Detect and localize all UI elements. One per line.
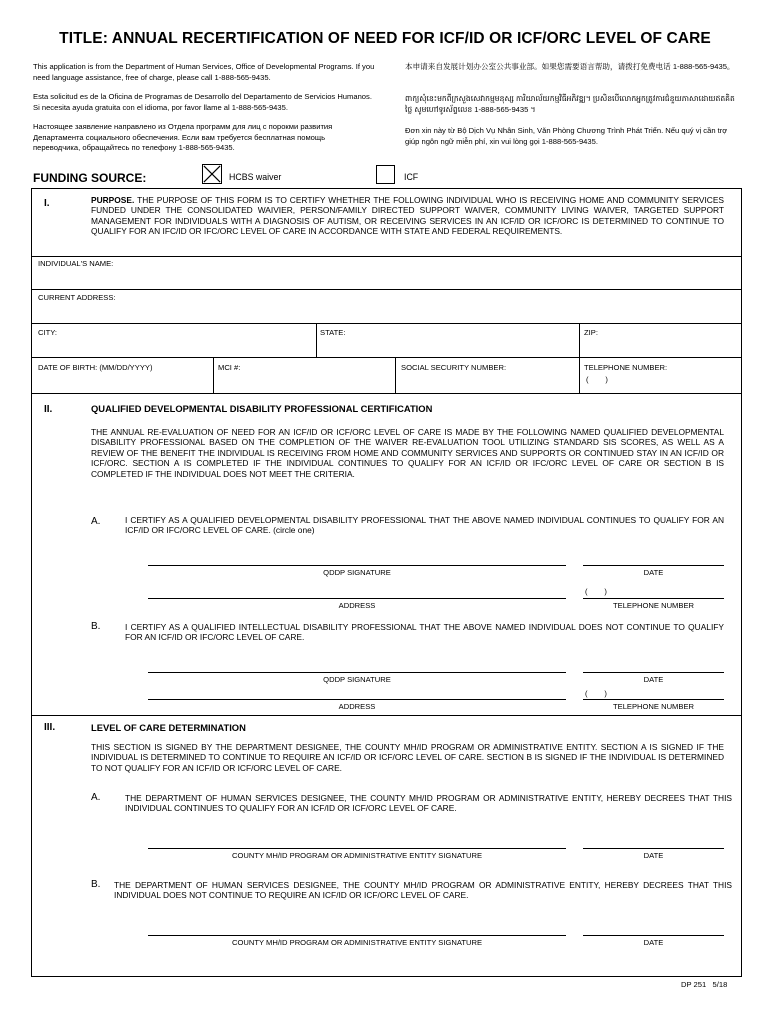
item-text: I CERTIFY AS A QUALIFIED DEVELOPMENTAL DISABILITY PROFESSIONAL THAT THE ABOVE NAMED INDIVIDUAL CONTINUES TO QUALIFY FOR AN ICF/ID OR IFC/ORC LEVEL OF CARE. (circle one) <box>125 515 724 536</box>
purpose-label: PURPOSE. <box>91 195 135 205</box>
divider <box>579 323 580 357</box>
county-signature-label: COUNTY MH/ID PROGRAM OR ADMINISTRATIVE ENTITY SIGNATURE <box>231 938 483 947</box>
divider <box>32 715 741 716</box>
divider <box>32 323 741 324</box>
address-label: ADDRESS <box>338 702 376 711</box>
qddp-signature-label: QDDP SIGNATURE <box>323 675 391 684</box>
telephone-line[interactable] <box>583 598 724 599</box>
notice-spanish: Esta solicitud es de la Oficina de Programas de Desarrollo del Departamento de Servicios Humanos. Si necesita ayuda gratuita con el idioma, por favor llame al 1-888-565-9435. <box>33 92 372 112</box>
icf-label: ICF <box>404 172 419 182</box>
section-intro: THE ANNUAL RE-EVALUATION OF NEED FOR AN ICF/ID OR ICF/ORC LEVEL OF CARE IS MADE BY THE FOLLOWING NAMED QUALIFIED DEVELOPMENTAL DISABILITY PROFESSIONAL BASED ON THE COMPLETION OF THE WAIVER RE-EVALUATION TOOL UTILIZING STANDARD SIS SCORES, AS WELL AS A REVIEW OF THE BENEFIT THE INDIVIDUAL IS RECEIVING FROM HOME AND COMMUNITY SERVICES AND SUPPORTS OR CONTINUED STAY IN AN ICF/ID OR ICF/ORC. SECTION A IS COMPLETED IF THE INDIVIDUAL CONTINUES TO QUALIFY FOR AN ICF/ID OR IFC/ORC LEVEL OF CARE OR SECTION B IS COMPLETED IF THE INDIVIDUAL DOES NOT MEET THE CRITERIA. <box>91 427 724 479</box>
page-title: TITLE: ANNUAL RECERTIFICATION OF NEED FOR ICF/ID OR ICF/ORC LEVEL OF CARE <box>59 30 711 47</box>
notice-english: This application is from the Department of Human Services, Office of Developmental Programs. If you need language assistance, free of charge, please call 1-888-565-9435. <box>33 62 375 82</box>
county-signature-label: COUNTY MH/ID PROGRAM OR ADMINISTRATIVE ENTITY SIGNATURE <box>231 851 483 860</box>
telephone-number-label: TELEPHONE NUMBER <box>612 601 694 610</box>
divider <box>32 357 741 358</box>
date-line[interactable] <box>583 935 724 936</box>
section-number: II. <box>44 404 53 415</box>
date-line[interactable] <box>583 565 724 566</box>
signature-line[interactable] <box>148 565 566 566</box>
date-label: DATE <box>643 938 664 947</box>
notice-khmer: ពាក្យសុំនេះមកពីក្រសួងសេវាកម្មមនុស្ស ការិយាល័យកម្មវិធីអភិវឌ្ឍ។ ប្រសិនបើលោកអ្នកត្រូវការជំនួយភាសាដោយឥតគិតថ្លៃ សូមហៅទូរស័ព្ទលេខ 1-888-565-9435 ។ <box>405 94 735 114</box>
notice-vietnamese: Đơn xin này từ Bộ Dịch Vụ Nhân Sinh, Văn Phòng Chương Trình Phát Triển. Nếu quý vị cần trợ giúp ngôn ngữ miễn phí, xin vui lòng gọi 1-888-565-9435. <box>405 126 728 146</box>
telephone-paren: ( ) <box>586 375 608 384</box>
item-text: THE DEPARTMENT OF HUMAN SERVICES DESIGNEE, THE COUNTY MH/ID PROGRAM OR ADMINISTRATIVE ENTITY, HEREBY DECREES THAT THIS INDIVIDUAL CONTINUES TO QUALIFY FOR AN ICF/ID OR ICF/ORC LEVEL OF CARE. <box>125 793 732 814</box>
date-label: DATE <box>643 675 664 684</box>
hcbs-waiver-checkbox[interactable] <box>202 164 222 184</box>
form-revision: 5/18 <box>712 980 728 989</box>
form-id <box>681 980 727 989</box>
purpose-text <box>91 195 724 236</box>
signature-line[interactable] <box>148 672 566 673</box>
date-label: DATE <box>643 568 664 577</box>
section-number: I. <box>44 198 50 209</box>
address-label: ADDRESS <box>338 601 376 610</box>
item-letter: A. <box>91 516 101 527</box>
funding-source-label: FUNDING SOURCE: <box>33 171 147 185</box>
ssn-label: SOCIAL SECURITY NUMBER: <box>401 363 507 372</box>
divider <box>32 256 741 257</box>
date-line[interactable] <box>583 848 724 849</box>
telephone-line[interactable] <box>583 699 724 700</box>
divider <box>579 357 580 393</box>
section-number: III. <box>44 722 56 733</box>
item-letter: B. <box>91 879 101 890</box>
section-heading: QUALIFIED DEVELOPMENTAL DISABILITY PROFESSIONAL CERTIFICATION <box>91 403 433 414</box>
icf-checkbox[interactable] <box>376 165 395 184</box>
notice-russian: Настоящее заявление направлено из Отдела программ для лиц с порокми развития Департамента социального обеспечения. Если вам требуется бесплатная помощь переводчика, обращайтесь по телефону 1-888-565-9435. <box>33 122 333 152</box>
mci-label: MCI #: <box>218 363 241 372</box>
telephone-paren: ( ) <box>585 587 607 596</box>
divider <box>316 323 317 357</box>
date-line[interactable] <box>583 672 724 673</box>
divider <box>32 289 741 290</box>
divider <box>395 357 396 393</box>
signature-line[interactable] <box>148 848 566 849</box>
signature-line[interactable] <box>148 935 566 936</box>
address-line[interactable] <box>148 598 566 599</box>
address-line[interactable] <box>148 699 566 700</box>
divider <box>213 357 214 393</box>
telephone-paren: ( ) <box>585 689 607 698</box>
section-intro: THIS SECTION IS SIGNED BY THE DEPARTMENT DESIGNEE, THE COUNTY MH/ID PROGRAM OR ADMINISTRATIVE ENTITY. SECTION A IS SIGNED IF THE INDIVIDUAL IS DETERMINED TO CONTINUE TO REQUIRE AN ICF/ID OR ICF/ORC LEVEL OF CARE. SECTION B IS SIGNED IF THE INDIVIDUAL IS DETERMINED TO NOT QUALIFY FOR AN ICF/ID OR ICF/ORC LEVEL OF CARE. <box>91 742 724 773</box>
telephone-number-label: TELEPHONE NUMBER <box>612 702 694 711</box>
notice-chinese: 本申请来自发展计划办公室公共事业部。如果您需要语言帮助，请拨打免费电话 1-888-565-9435。 <box>405 62 735 71</box>
check-x-icon <box>203 165 221 183</box>
item-text: THE DEPARTMENT OF HUMAN SERVICES DESIGNEE, THE COUNTY MH/ID PROGRAM OR ADMINISTRATIVE ENTITY, HEREBY DECREES THAT THIS INDIVIDUAL DOES NOT CONTINUE TO REQUIRE AN ICF/ID OR ICF/ORC LEVEL OF CARE. <box>114 880 732 901</box>
hcbs-waiver-label: HCBS waiver <box>229 172 282 182</box>
item-letter: B. <box>91 621 101 632</box>
purpose-body: THE PURPOSE OF THIS FORM IS TO CERTIFY WHETHER THE FOLLOWING INDIVIDUAL WHO IS RECEIVING HOME AND COMMUNITY SERVICES FUNDED UNDER THE CONSOLIDATED WAIVIER, PERSON/FAMILY DIRECTED SUPPORT WAIVER, COMMUNITY LIVING WAIVER, TARGETED SUPPORT MANAGEMENT FOR INDIVIDUALS WITH A DIAGNOSIS OF AUTISM, OR RECEIVING SERVICES IN AN ICF/ID OR ICF/ORC IS DETERMINED TO CONTINUE TO QUALIFY FOR AN IFC/ID OR IFC/ORC LEVEL OF CARE IN ACCORDANCE WITH STATE AND FEDERAL REQUIREMENTS. <box>91 195 724 236</box>
item-text: I CERTIFY AS A QUALIFIED INTELLECTUAL DISABILITY PROFESSIONAL THAT THE ABOVE NAMED INDIVIDUAL DOES NOT CONTINUE TO QUALIFY FOR AN ICF/ID OR IFC/ORC LEVEL OF CARE. <box>125 622 724 643</box>
individual-name-label: INDIVIDUAL'S NAME: <box>38 259 114 268</box>
zip-label: ZIP: <box>584 328 598 337</box>
qddp-signature-label: QDDP SIGNATURE <box>323 568 391 577</box>
state-label: STATE: <box>320 328 346 337</box>
dob-label: DATE OF BIRTH: (MM/DD/YYYY) <box>38 363 153 372</box>
divider <box>32 393 741 394</box>
date-label: DATE <box>643 851 664 860</box>
section-heading: LEVEL OF CARE DETERMINATION <box>91 722 246 733</box>
city-label: CITY: <box>38 328 57 337</box>
form-number: DP 251 <box>681 980 707 989</box>
telephone-label: TELEPHONE NUMBER: <box>584 363 668 372</box>
item-letter: A. <box>91 792 101 803</box>
current-address-label: CURRENT ADDRESS: <box>38 293 116 302</box>
